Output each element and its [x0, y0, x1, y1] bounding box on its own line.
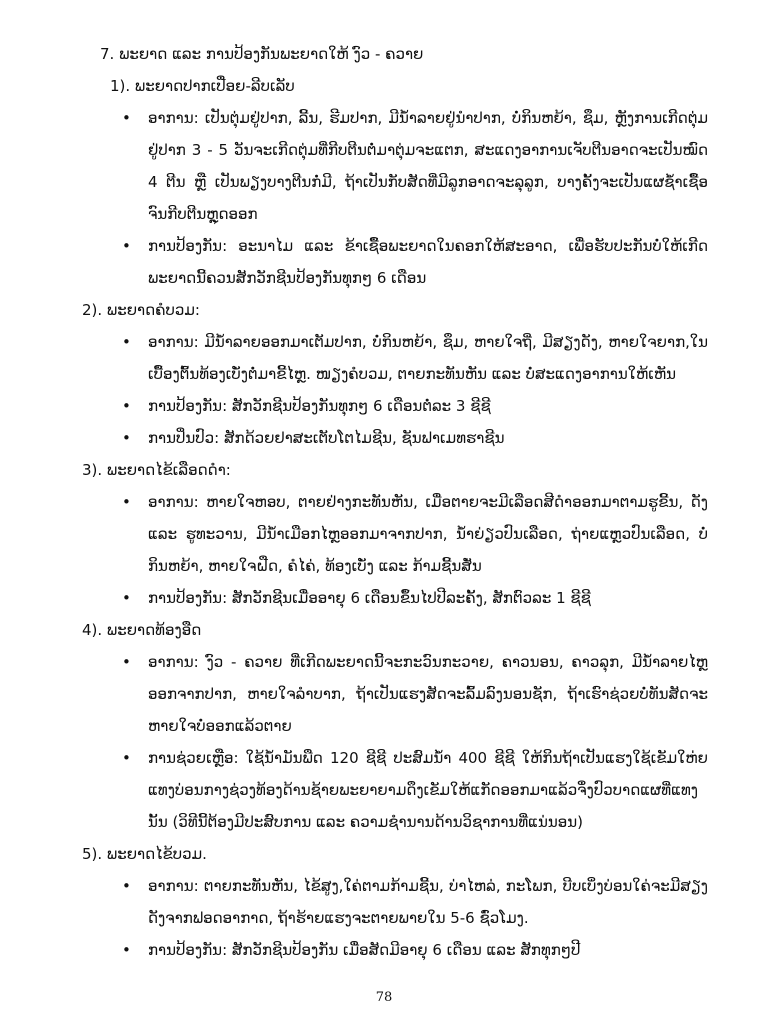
- list-item: • ການປ້ອງກັນ: ສັກວັກຊີນປ້ອງກັນ ເມື່ອສັດມີອາຍຸ 6 ເດືອນ ແລະ ສັກທຸກໆປີ: [122, 934, 708, 966]
- section-title: 7. ພະຍາດ ແລະ ການປ້ອງກັນພະຍາດໃຫ້ ງົວ - ຄວາຍ: [100, 45, 424, 63]
- list-item: • ການປິ່ນປົວ: ສັກດ້ວຍຢາສະເຕັບໂຕໄມຊີນ, ຊັນຟາເມທຮາຊີນ: [122, 422, 708, 454]
- bullet-list: [92, 646, 708, 838]
- subsection-heading: 1). ພະຍາດປາກເປື່ອຍ-ລີບເລັບ: [110, 77, 295, 95]
- list-item: • ການຊ່ວຍເຫຼືອ: ໃຊ້ນ້ຳມັນພືດ 120 ຊີຊີ ປະສົມນ້ຳ 400 ຊີຊີ ໃຫ້ກິນຖ້າເປັນແຮງໃຊ້ເຂັມໃຫ່ຍແທງບ່ອນກາງຊ່ວງທ້ອງດ້ານຊ້າຍພະຍາຍາມດຶງເຂັມໃຫ້ແກັດອອກມາແລ້ວຈຶ່ງປົວບາດແຜທີ່ແທງນັ້ນ (ວິທີນີ້ຕ້ອງມີປະສົບການ ແລະ ຄວາມຊຳນານດ້ານວິຊາການທີ່ແນ່ນອນ): [122, 742, 708, 838]
- bullet-list: [92, 102, 708, 294]
- list-item: • ການປ້ອງກັນ: ສັກວັກຊີນປ້ອງກັນທຸກໆ 6 ເດືອນຕໍ່ລະ 3 ຊີຊີ: [122, 390, 708, 422]
- list-item: • ອາການ: ຕາຍກະທັນຫັນ, ໄຂ້ສູງ,ໃຄ່ຕາມກ້າມຊີ້ນ, ບ່າໄຫລ່, ກະໂພກ, ບີບເບິ່ງບ່ອນໃຄ່ຈະມີສຽງດັງຈາກຟອດອາກາດ, ຖ້າຮ້າຍແຮງຈະຕາຍພາຍໃນ 5-6 ຊົ່ວໂມງ.: [122, 870, 708, 934]
- subsection-heading: 2). ພະຍາດຄໍບວມ:: [82, 301, 200, 319]
- list-item: • ອາການ: ງົວ - ຄວາຍ ທີ່ເກີດພະຍາດນີ້ຈະກະວົນກະວາຍ, ຄາວນອນ, ຄາວລຸກ, ມີນ້ຳລາຍໄຫຼອອກຈາກປາກ, ຫາຍໃຈລຳບາກ, ຖ້າເປັນແຮງສັດຈະລົ້ມລົງນອນຊັກ, ຖ້າເຮົາຊ່ວຍບໍ່ທັນສັດຈະຫາຍໃຈບໍ່ອອກແລ້ວຕາຍ: [122, 646, 708, 742]
- subsection-heading: 3). ພະຍາດໄຂ້ເລືອດດຳ:: [82, 461, 231, 479]
- subsection-heading: 4). ພະຍາດທ້ອງອືດ: [82, 621, 202, 639]
- list-item: • ອາການ: ມີນ້ຳລາຍອອກມາເຕັມປາກ, ບໍ່ກິນຫຍ້າ, ຊຶມ, ຫາຍໃຈຖີ່, ມີສຽງດັງ, ຫາຍໃຈຍາກ,ໃນເບື້ອງຕົ້ນທ້ອງເບັ່ງຕໍ່ມາຂີ້ໄຫຼ. ໜຽງຄໍບວມ, ຕາຍກະທັນຫັນ ແລະ ບໍ່ສະແດງອາການໃຫ້ເຫັນ: [122, 326, 708, 390]
- bullet-list: [92, 870, 708, 966]
- page-number: 78: [375, 990, 393, 1005]
- list-item: • ການປ້ອງກັນ: ອະນາໄມ ແລະ ຂ້າເຊື້ອພະຍາດໃນຄອກໃຫ້ສະອາດ, ເພື່ອຮັບປະກັນບໍ່ໃຫ້ເກີດພະຍາດນີ້ຄວນສັກວັກຊີນປ້ອງກັນທຸກໆ 6 ເດືອນ: [122, 230, 708, 294]
- list-item: • ອາການ: ເປັນຕຸ່ມຢູ່ປາກ, ລີ້ນ, ຮີມປາກ, ມີນ້ຳລາຍຢູ່ນຳປາກ, ບໍ່ກິນຫຍ້າ, ຊຶມ, ຫຼັງການເກີດຕຸ່ມ ຢູ່ປາກ 3 - 5 ວັນຈະເກີດຕຸ່ມທີ່ກີບຕີນຕໍ່ມາຕຸ່ມຈະແຕກ, ສະແດງອາການເຈັບຕີນອາດຈະເປັນໝົດ 4 ຕີນ ຫຼື ເປັນພຽງບາງຕີນກໍ່ມີ, ຖ້າເປັນກັບສັດທີ່ມີລູກອາດຈະລຸລູກ, ບາງຄັ້ງຈະເປັນແຜຊ້ຳເຊື້ອຈົນກີບຕີນຫຼຸດອອກ: [122, 102, 708, 230]
- bullet-list: [92, 326, 708, 454]
- list-item: • ການປ້ອງກັນ: ສັກວັກຊີນເມື່ອອາຍຸ 6 ເດືອນຂຶ້ນໄປປີລະຄັ້ງ, ສັກຕົວລະ 1 ຊີຊີ: [122, 582, 708, 614]
- subsection-heading: 5). ພະຍາດໄຂ້ບວມ.: [82, 845, 207, 863]
- list-item: • ອາການ: ຫາຍໃຈຫອບ, ຕາຍຢ່າງກະທັນຫັນ, ເມື່ອຕາຍຈະມີເລືອດສີດຳອອກມາຕາມຮູຂີ້ນ, ດັງ ແລະ ຮູທະວານ, ມີນ້ຳເມືອກໄຫຼອອກມາຈາກປາກ, ນ້ຳຍ່ຽວປົນເລືອດ, ຖ່າຍແຫຼວປົນເລືອດ, ບໍ່ກິນຫຍ້າ, ຫາຍໃຈຝືດ, ຄໍໄຄ່, ທ້ອງເບັ່ງ ແລະ ກ້າມຊີ້ນສັ່ນ: [122, 486, 708, 582]
- bullet-list: [92, 486, 708, 614]
